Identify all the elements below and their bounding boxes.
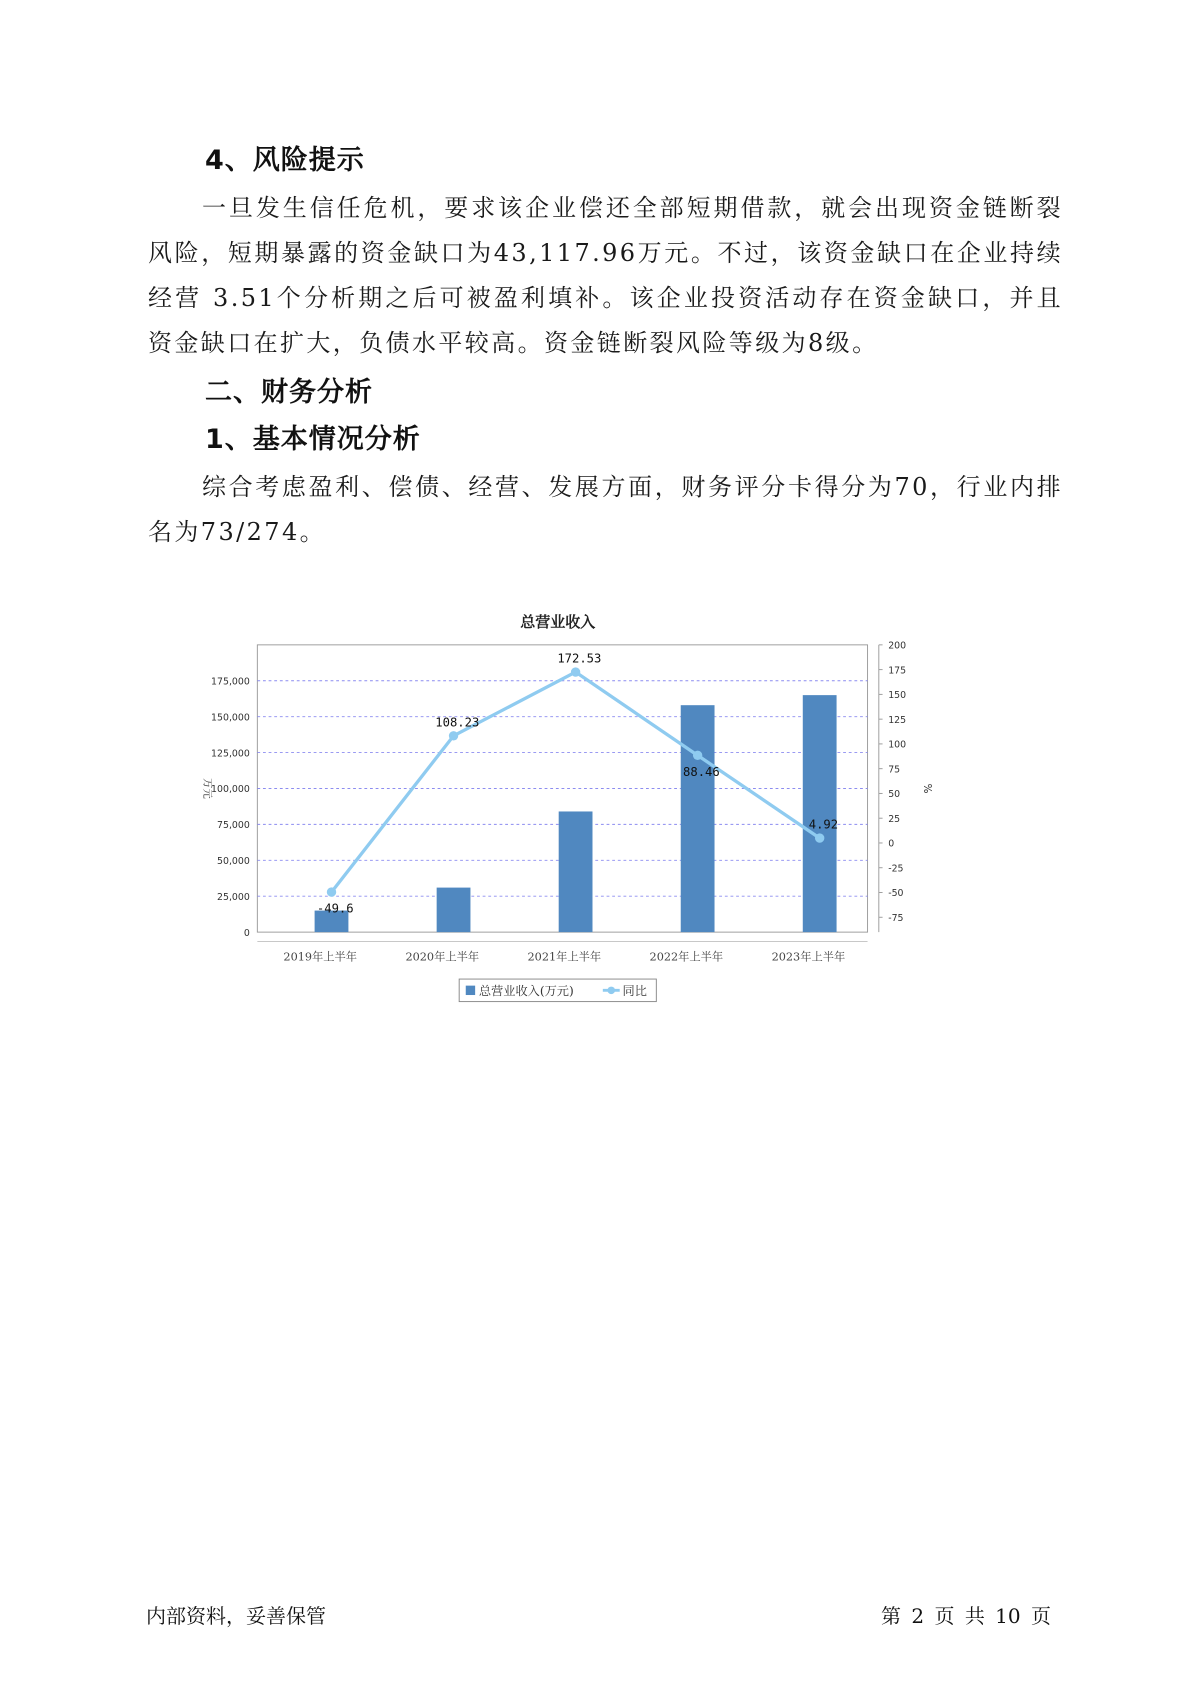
bar-revenue	[559, 811, 593, 932]
legend-label-revenue: 总营业收入(万元)	[478, 984, 574, 999]
y-tick-label: 125,000	[211, 748, 250, 760]
y-tick-label: 75,000	[217, 820, 250, 832]
basic-analysis-heading: 1、基本情况分析	[205, 424, 421, 455]
y2-tick-label: -50	[888, 888, 904, 900]
y2-tick-label: 200	[888, 640, 907, 652]
yoy-data-label: -49.6	[316, 901, 354, 916]
x-tick-label: 2020年上半年	[405, 950, 480, 964]
y2-tick-label: 125	[888, 714, 907, 726]
y2-tick-label: -75	[888, 913, 904, 925]
x-tick-label: 2021年上半年	[527, 950, 602, 964]
y2-tick-label: 100	[888, 739, 907, 751]
yoy-data-label: 172.53	[557, 651, 602, 666]
y-tick-label: 25,000	[217, 891, 250, 903]
x-tick-label: 2023年上半年	[771, 950, 846, 964]
bar-revenue	[437, 888, 471, 933]
yoy-point	[693, 751, 702, 760]
yoy-data-label: 88.46	[683, 764, 720, 779]
y-tick-label: 175,000	[211, 676, 250, 688]
yoy-point	[815, 833, 824, 842]
y2-tick-label: 50	[888, 789, 901, 801]
yoy-point	[571, 667, 580, 676]
risk-heading: 4、风险提示	[205, 145, 365, 176]
x-tick-label: 2019年上半年	[283, 950, 358, 964]
bar-revenue	[681, 705, 715, 932]
footer-page-number: 第 2 页 共 10 页	[881, 1604, 1051, 1628]
revenue-chart-svg	[170, 612, 1030, 1072]
risk-paragraph: 一旦发生信任危机，要求该企业偿还全部短期借款，就会出现资金链断裂风险，短期暴露的资金缺口为43,117.96万元。不过，该资金缺口在企业持续经营 3.51个分析期之后可被盈利填补。该企业投资活动存在资金缺口，并且资金缺口在扩大，负债水平较高。资金链断裂风险等级为8级。	[148, 194, 1063, 357]
yoy-data-label: 4.92	[808, 817, 839, 832]
y-tick-label: 150,000	[211, 712, 250, 724]
x-tick-label: 2022年上半年	[649, 950, 724, 964]
y-tick-label: 0	[243, 927, 250, 939]
y2-axis-title: %	[920, 783, 933, 794]
legend-label-yoy: 同比	[622, 984, 647, 999]
yoy-data-label: 108.23	[435, 715, 480, 730]
y2-tick-label: 175	[888, 665, 907, 677]
yoy-point	[449, 731, 458, 740]
footer-confidential: 内部资料，妥善保管	[146, 1604, 326, 1628]
y-tick-label: 100,000	[211, 784, 250, 796]
revenue-chart	[170, 612, 1030, 1072]
y-axis-title: 万元	[200, 778, 213, 799]
legend-swatch-revenue	[466, 986, 475, 995]
y2-tick-label: 150	[888, 690, 907, 702]
y2-tick-label: 25	[888, 813, 901, 825]
basic-analysis-paragraph: 综合考虑盈利、偿债、经营、发展方面，财务评分卡得分为70，行业内排名为73/274。	[148, 473, 1063, 546]
chart-title: 总营业收入	[520, 613, 596, 632]
y2-tick-label: 75	[888, 764, 901, 776]
y2-tick-label: -25	[888, 863, 904, 875]
legend-swatch-yoy-point	[608, 987, 616, 995]
yoy-point	[327, 887, 336, 896]
bar-revenue	[803, 695, 837, 932]
y2-tick-label: 0	[888, 838, 895, 850]
finance-heading: 二、财务分析	[205, 377, 373, 408]
y-tick-label: 50,000	[217, 856, 250, 868]
